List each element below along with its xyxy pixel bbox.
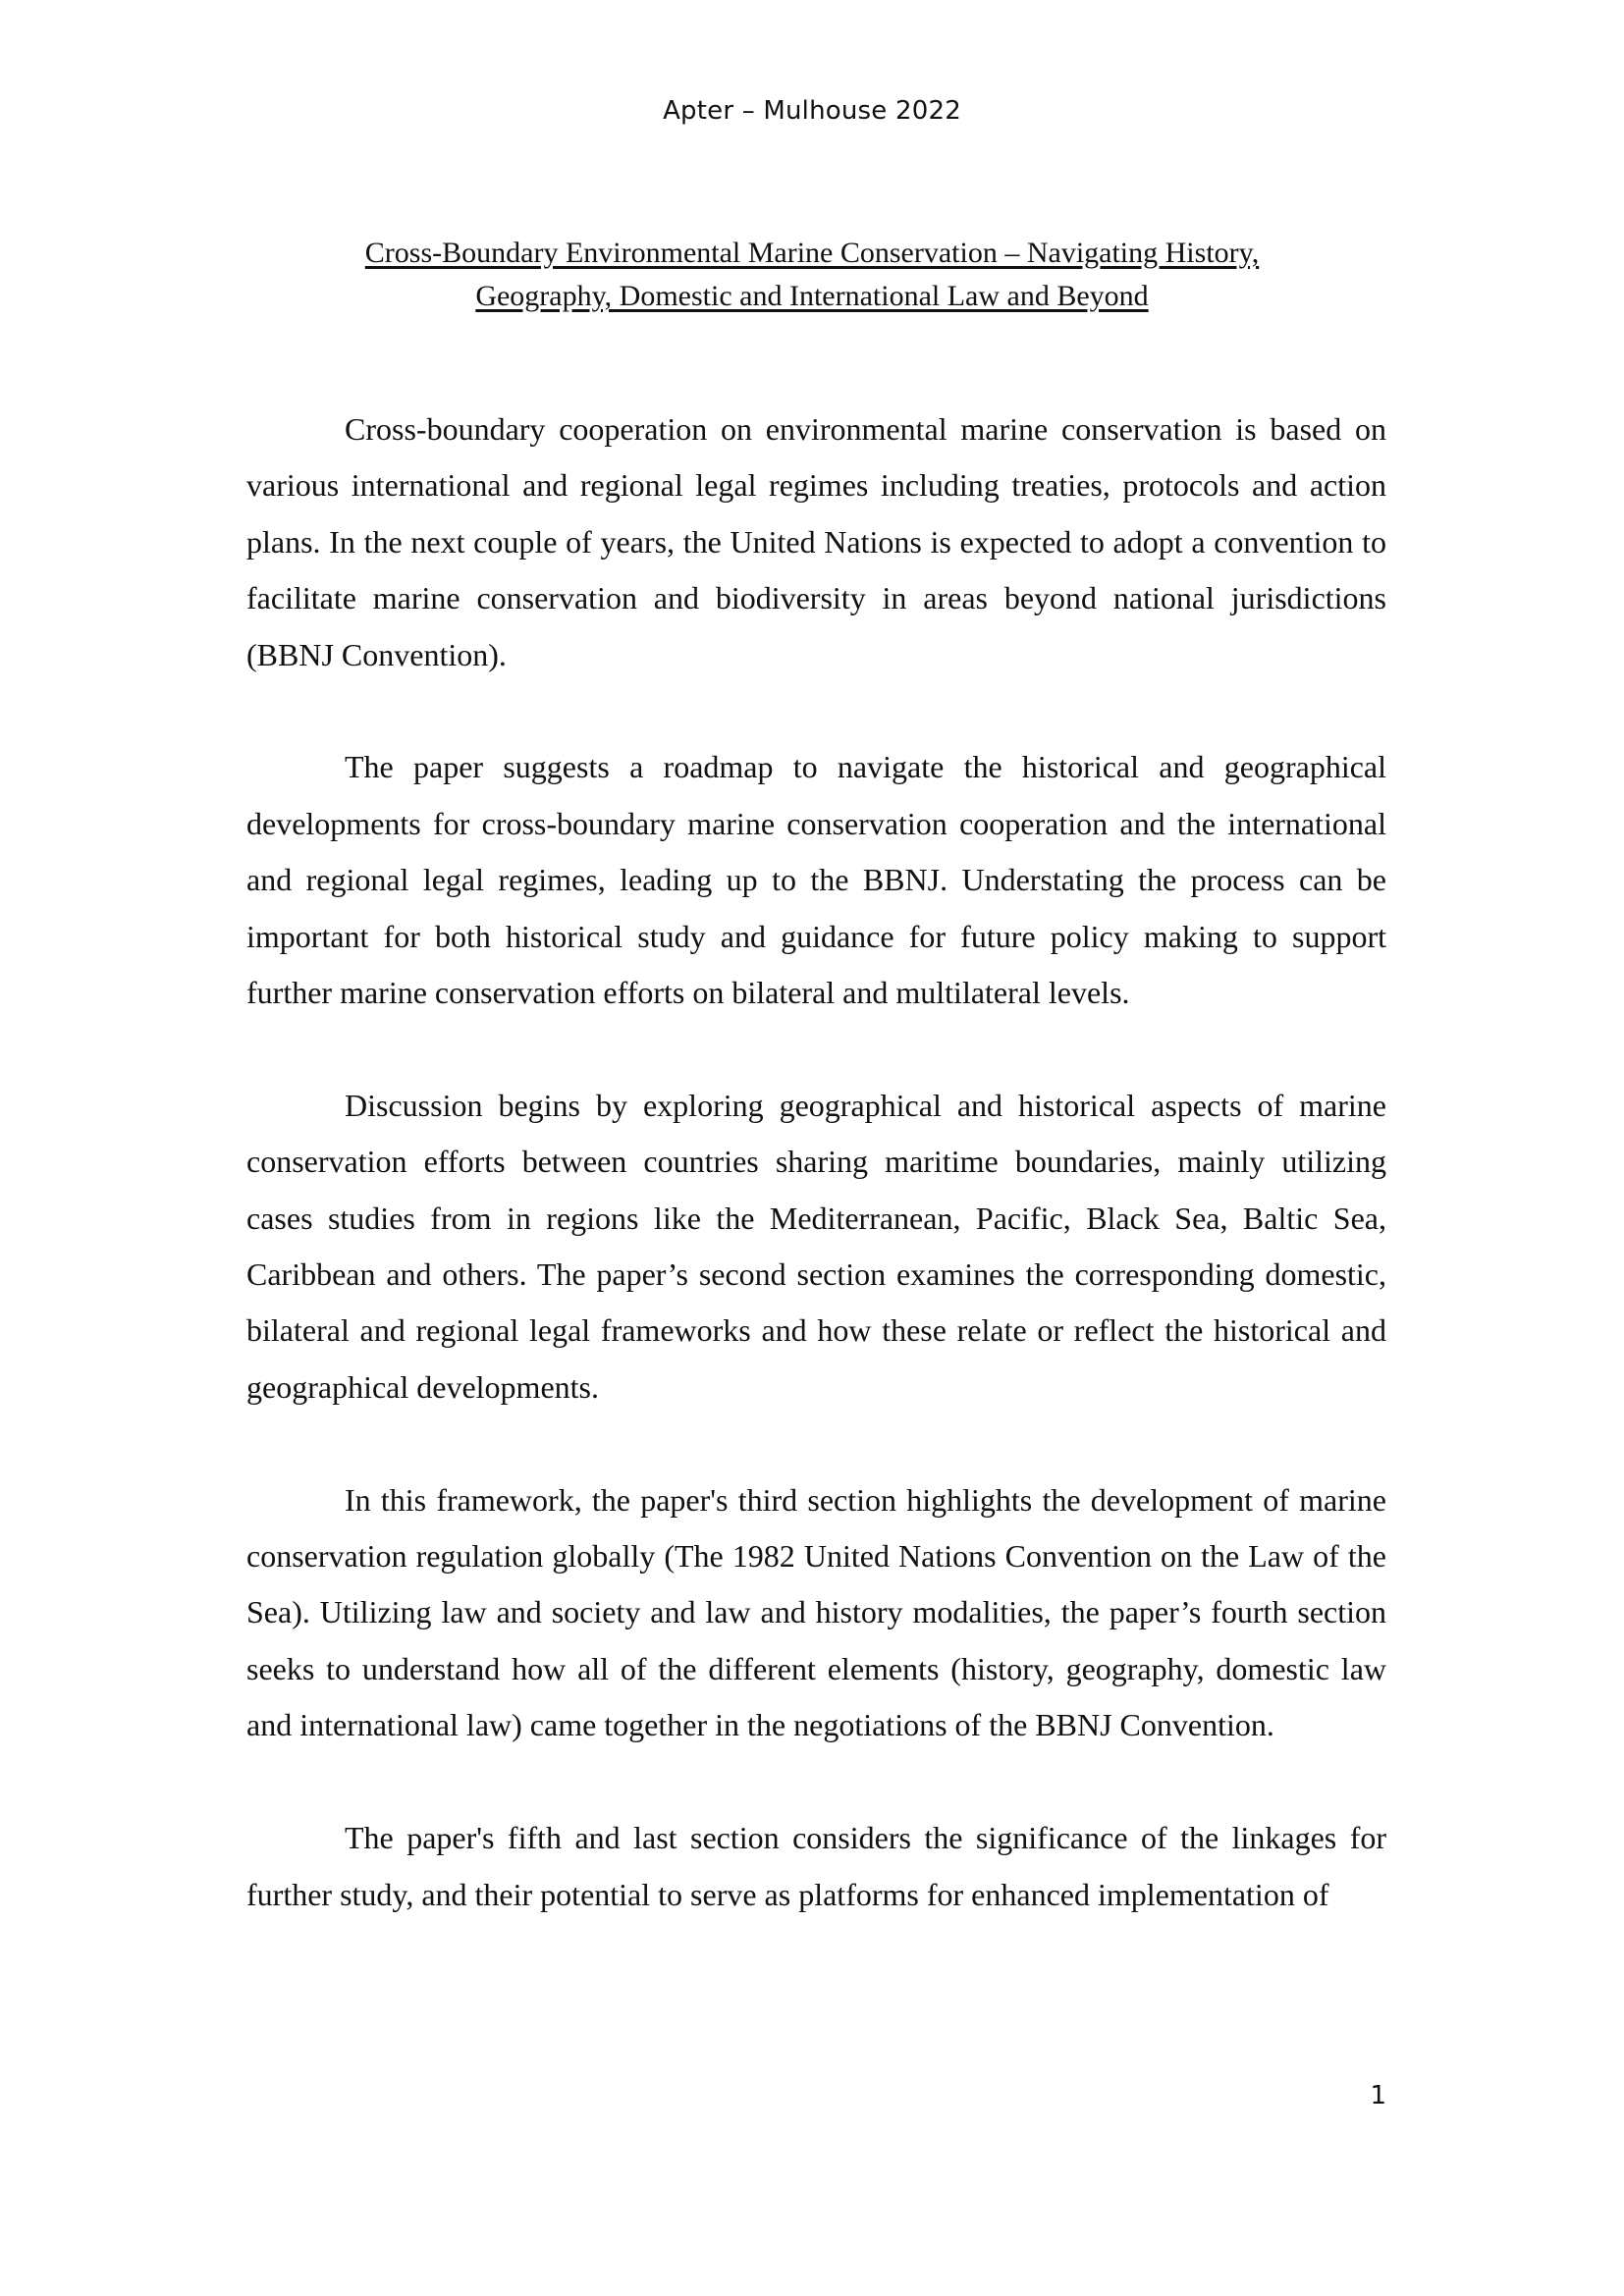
body-paragraph-1: Cross-boundary cooperation on environmental marine conservation is based on various international and regional legal regimes including treaties, protocols and action plans. In the next couple of years, the United Nations is expected to adopt a convention to facilitate marine conservation and biodiversity in areas beyond national jurisdictions (BBNJ Convention). — [246, 411, 1386, 672]
document-body — [246, 401, 1386, 1923]
body-paragraph-5: The paper's fifth and last section considers the significance of the linkages for further study, and their potential to serve as platforms for enhanced implementation of — [246, 1820, 1386, 1912]
body-paragraph-2: The paper suggests a roadmap to navigate the historical and geographical developments for cross-boundary marine conservation cooperation and the international and regional legal regimes, leading up to the BBNJ. Understating the process can be important for both historical study and guidance for future policy making to support further marine conservation efforts on bilateral and multilateral levels. — [246, 749, 1386, 1011]
page-number: 1 — [1370, 2081, 1386, 2110]
document-title — [245, 232, 1379, 318]
document-title-line-1: Cross-Boundary Environmental Marine Conservation – Navigating History, — [364, 237, 1260, 269]
body-paragraph-3: Discussion begins by exploring geographical and historical aspects of marine conservation efforts between countries sharing maritime boundaries, mainly utilizing cases studies from in regions like the Mediterranean, Pacific, Black Sea, Baltic Sea, Caribbean and others. The paper’s second section examines the corresponding domestic, bilateral and regional legal frameworks and how these relate or reflect the historical and geographical developments. — [246, 1087, 1386, 1405]
page-header: Apter – Mulhouse 2022 — [663, 96, 961, 126]
body-paragraph-4: In this framework, the paper's third section highlights the development of marine conservation regulation globally (The 1982 United Nations Convention on the Law of the Sea). Utilizing law and society and law and history modalities, the paper’s fourth section seeks to understand how all of the different elements (history, geography, domestic law and international law) came together in the negotiations of the BBNJ Convention. — [246, 1481, 1386, 1743]
document-title-line-2: Geography, Domestic and International Law and Beyond — [475, 280, 1149, 312]
